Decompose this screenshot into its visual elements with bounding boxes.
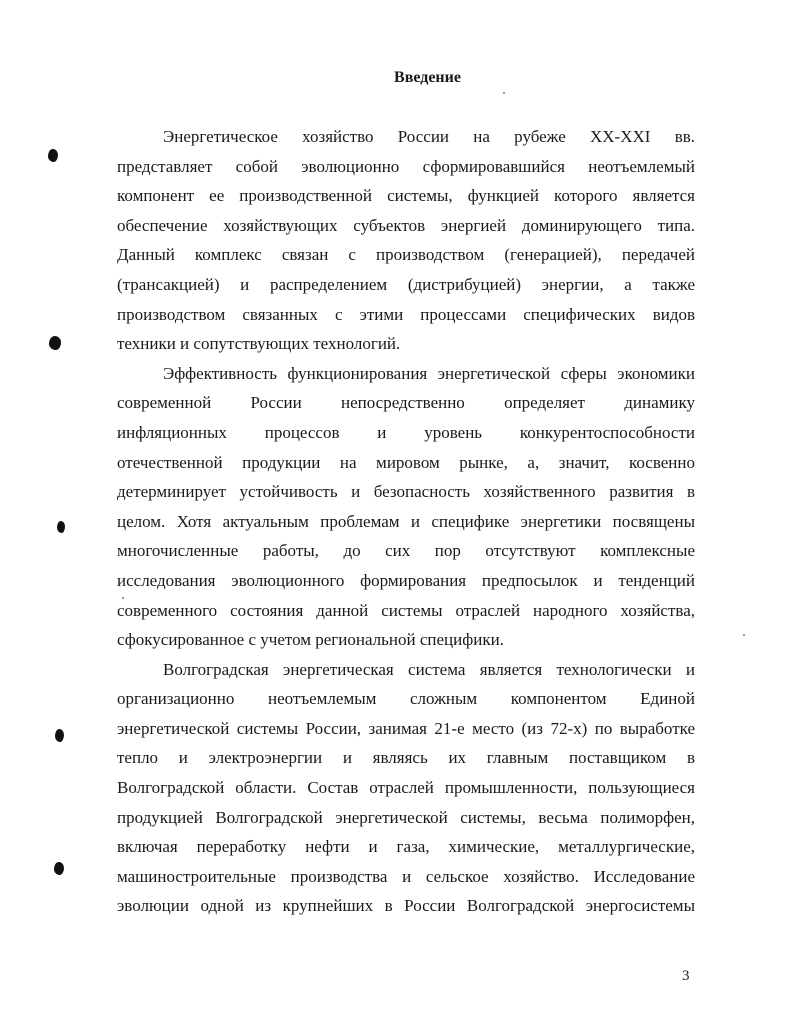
scan-speck bbox=[503, 92, 505, 94]
punch-hole-mark bbox=[54, 862, 64, 875]
page-title: Введение bbox=[394, 69, 461, 86]
text-line: детерминирует устойчивость и безопасность хозяйственного развития в bbox=[117, 482, 695, 502]
punch-hole-mark bbox=[48, 149, 58, 162]
text-line: эволюции одной из крупнейших в России Волгоградской энергосистемы bbox=[117, 896, 695, 916]
text-line: компонент ее производственной системы, функцией которого является bbox=[117, 186, 695, 206]
text-line: производством связанных с этими процессами специфических видов bbox=[117, 304, 695, 324]
text-line: организационно неотъемлемым сложным компонентом Единой bbox=[117, 689, 695, 709]
text-line: отечественной продукции на мировом рынке, а, значит, косвенно bbox=[117, 452, 695, 472]
text-line: тепло и электроэнергии и являясь их главным поставщиком в bbox=[117, 748, 695, 768]
text-line: многочисленные работы, до сих пор отсутствуют комплексные bbox=[117, 541, 695, 561]
text-line: включая переработку нефти и газа, химические, металлургические, bbox=[117, 837, 695, 857]
scan-speck bbox=[122, 597, 124, 599]
page-number: 3 bbox=[682, 968, 690, 984]
text-line: Волгоградская энергетическая система является технологически и bbox=[163, 659, 695, 679]
text-line: Данный комплекс связан с производством (генерацией), передачей bbox=[117, 245, 695, 265]
text-line: современной России непосредственно определяет динамику bbox=[117, 393, 695, 413]
text-line: сфокусированное с учетом региональной специфики. bbox=[117, 630, 504, 650]
text-line: (трансакцией) и распределением (дистрибуцией) энергии, а также bbox=[117, 274, 695, 294]
text-line: Эффективность функционирования энергетической сферы экономики bbox=[163, 363, 695, 383]
punch-hole-mark bbox=[49, 336, 61, 350]
punch-hole-mark bbox=[55, 729, 64, 742]
text-line: машиностроительные производства и сельское хозяйство. Исследование bbox=[117, 866, 695, 886]
text-line: Волгоградской области. Состав отраслей промышленности, пользующиеся bbox=[117, 778, 695, 798]
text-line: целом. Хотя актуальным проблемам и специфике энергетики посвящены bbox=[117, 511, 695, 531]
text-line: инфляционных процессов и уровень конкурентоспособности bbox=[117, 422, 695, 442]
scan-speck bbox=[743, 634, 745, 636]
text-line: исследования эволюционного формирования предпосылок и тенденций bbox=[117, 570, 695, 590]
text-line: техники и сопутствующих технологий. bbox=[117, 334, 401, 354]
text-line: современного состояния данной системы отраслей народного хозяйства, bbox=[117, 600, 695, 620]
text-line: представляет собой эволюционно сформировавшийся неотъемлемый bbox=[117, 156, 695, 176]
text-line: продукцией Волгоградской энергетической системы, весьма полиморфен, bbox=[117, 807, 695, 827]
body-text bbox=[117, 122, 695, 921]
punch-hole-mark bbox=[57, 521, 65, 533]
text-line: Энергетическое хозяйство России на рубеже XX-XXI вв. bbox=[163, 127, 695, 146]
text-line: обеспечение хозяйствующих субъектов энергией доминирующего типа. bbox=[117, 215, 695, 235]
text-line: энергетической системы России, занимая 21-е место (из 72-х) по выработке bbox=[117, 718, 695, 738]
